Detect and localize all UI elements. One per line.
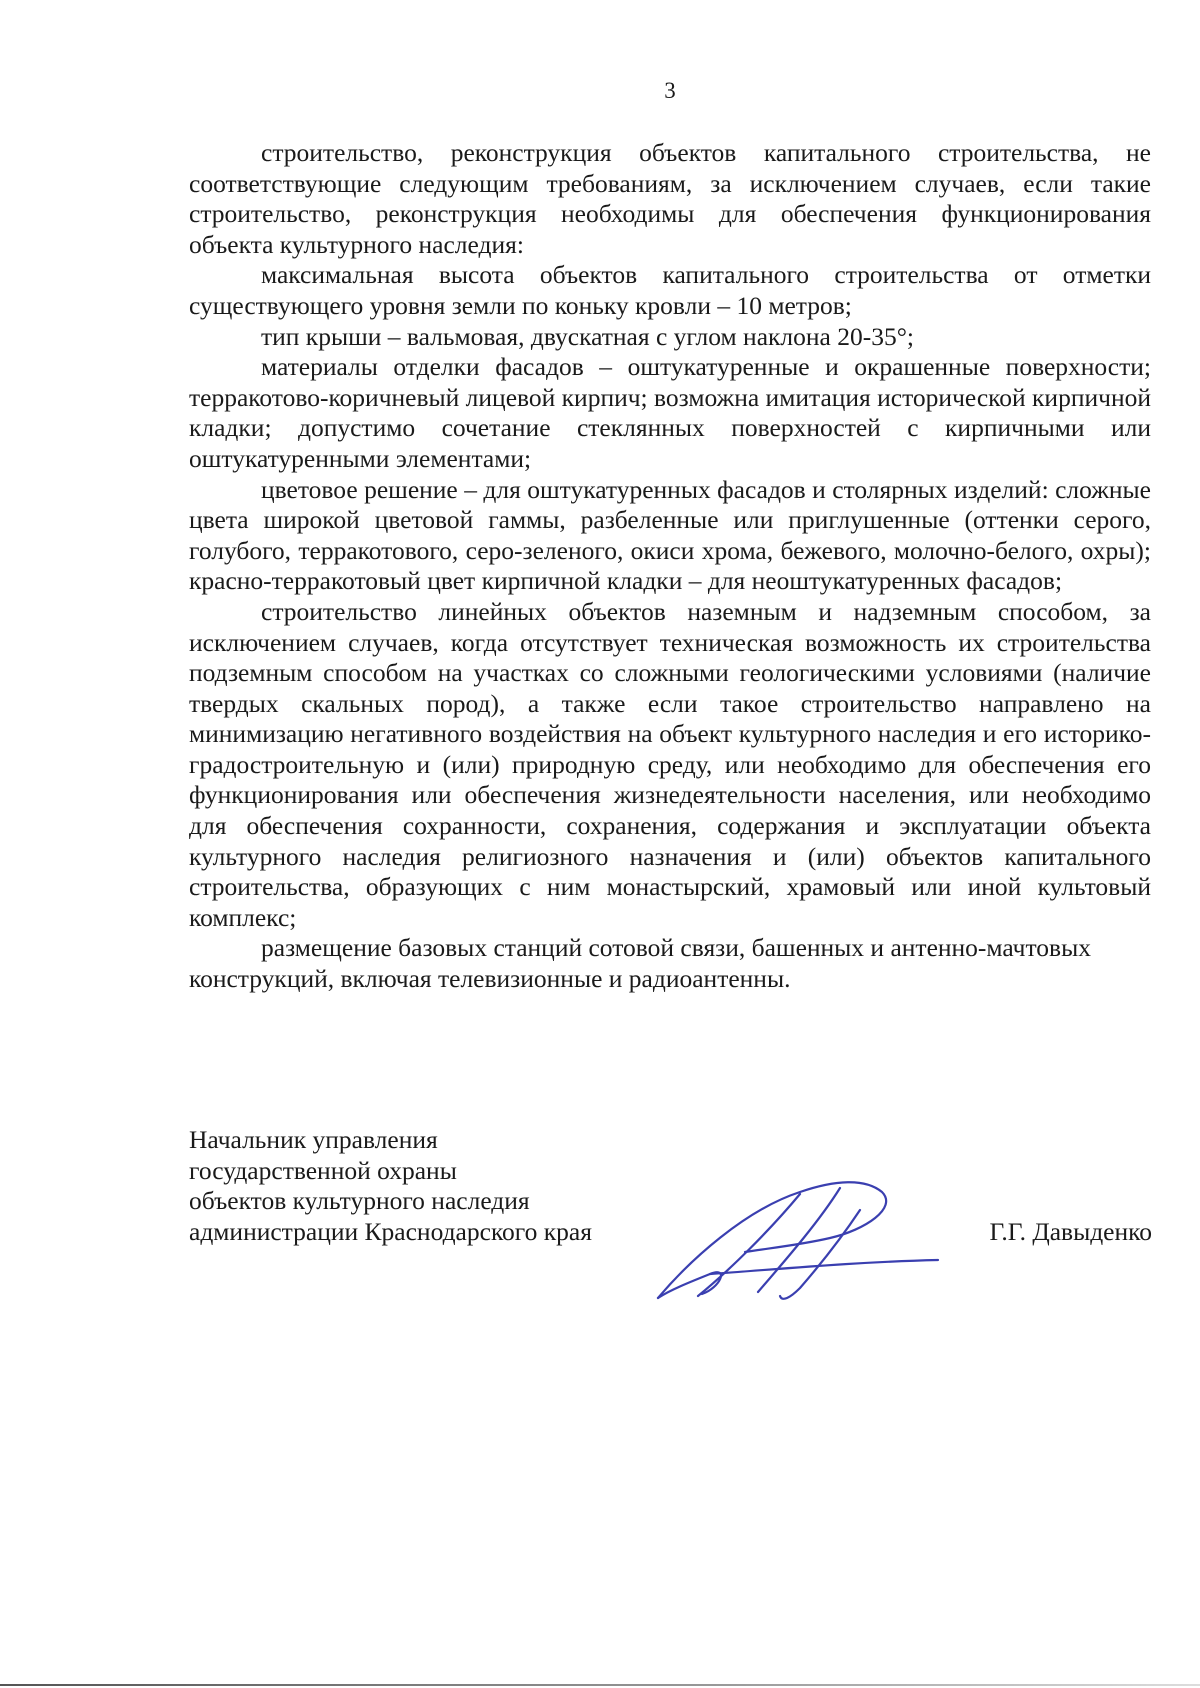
signatory-name: Г.Г. Давыденко (989, 1217, 1152, 1246)
page-bottom-edge (0, 1684, 1200, 1686)
handwritten-signature (650, 1170, 940, 1310)
position-line: администрации Краснодарского края (189, 1216, 592, 1246)
position-line: Начальник управления (189, 1125, 438, 1154)
page-number: 3 (664, 78, 676, 103)
position-line: государственной охраны (189, 1155, 457, 1185)
position-line: объектов культурного наследия (189, 1186, 530, 1216)
paragraph: материалы отделки фасадов – оштукатуренные и окрашенные поверхности; терракотово-коричневый лицевой кирпич; возможна имитация исторической кирпичной кладки; допустимо сочетание стеклянных поверхностей с кирпичными или оштукатуренными элементами; (189, 352, 1151, 473)
paragraph: строительство, реконструкция объектов капитального строительства, не соответствующие следующим требованиям, за исключением случаев, если такие строительство, реконструкция необходимы для обеспечения функционирования объекта культурного наследия: (189, 138, 1151, 259)
signatory-position (189, 1125, 592, 1247)
paragraph: строительство линейных объектов наземным и надземным способом, за исключением случаев, когда отсутствует техническая возможность их строительства подземным способом на участках со сложными геологическими условиями (наличие твердых скальных пород), а также если такое строительство направлено на минимизацию негативного воздействия на объект культурного наследия и его историко-градостроительную и (или) природную среду, или необходимо для обеспечения его функционирования или обеспечения жизнедеятельности населения, или необходимо для обеспечения сохранности, сохранения, содержания и эксплуатации объекта культурного наследия религиозного назначения и (или) объектов капитального строительства, образующих с ним монастырский, храмовый или иной культовый комплекс; (189, 596, 1151, 932)
paragraph: тип крыши – вальмовая, двускатная с углом наклона 20-35°; (261, 321, 914, 351)
paragraph: цветовое решение – для оштукатуренных фасадов и столярных изделий: сложные цвета широкой цветовой гаммы, разбеленные или приглушенные (оттенки серого, голубого, терракотового, серо-зеленого, окиси хрома, бежевого, молочно-белого, охры); красно-терракотовый цвет кирпичной кладки – для неоштукатуренных фасадов; (189, 474, 1151, 596)
document-body (189, 138, 1151, 995)
paragraph: размещение базовых станций сотовой связи, башенных и антенно-мачтовых конструкций, включая телевизионные и радиоантенны. (189, 933, 1091, 994)
paragraph: максимальная высота объектов капитального строительства от отметки существующего уровня земли по коньку кровли – 10 метров; (189, 260, 1151, 320)
